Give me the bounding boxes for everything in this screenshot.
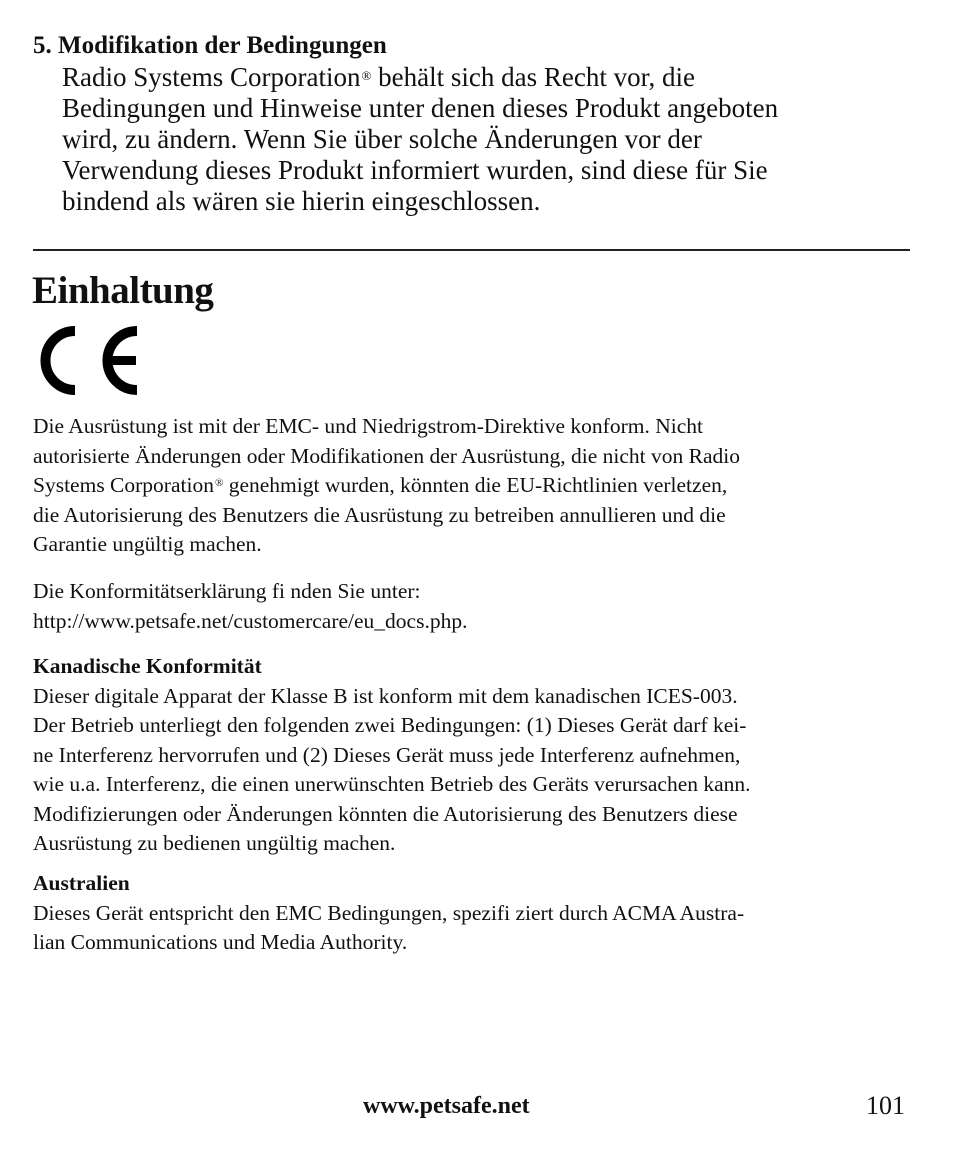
page-number: 101 [866, 1091, 905, 1120]
body-line: ne Interferenz hervorrufen und (2) Dieses Gerät muss jede Interferenz aufnehmen, [33, 742, 741, 767]
conformity-url: http://www.petsafe.net/customercare/eu_docs.php. [33, 608, 468, 633]
australia-section [33, 869, 923, 958]
body-line: Dieses Gerät entspricht den EMC Bedingungen, spezifi ziert durch ACMA Austra- [33, 900, 745, 925]
body-line: Die Ausrüstung ist mit der EMC- und Niedrigstrom-Direktive konform. Nicht [33, 414, 703, 438]
body-line [62, 62, 932, 93]
body-line: Ausrüstung zu bedienen ungültig machen. [33, 831, 396, 855]
body-line: Die Konformitätserklärung fi nden Sie unter: [33, 579, 421, 603]
body-line [33, 471, 923, 501]
body-line: Verwendung dieses Produkt informiert wurden, sind diese für Sie [62, 155, 768, 185]
body-line: bindend als wären sie hierin eingeschlossen. [62, 186, 541, 216]
registered-mark: ® [361, 68, 372, 83]
conformity-paragraph [33, 577, 923, 636]
body-line: Dieser digitale Apparat der Klasse B ist konform mit dem kanadischen ICES-003. [33, 683, 738, 708]
section-heading-modifikation: 5. Modifikation der Bedingungen [33, 32, 387, 59]
company-name: Radio Systems Corporation [62, 62, 361, 92]
australia-heading: Australien [33, 871, 130, 895]
body-line: Der Betrieb unterliegt den folgenden zwei Bedingungen: (1) Dieses Gerät darf kei- [33, 713, 747, 737]
body-line: Garantie ungültig machen. [33, 532, 262, 556]
section-divider [33, 249, 910, 251]
registered-mark: ® [214, 477, 224, 489]
body-text: behält sich das Recht vor, die [371, 62, 695, 92]
emc-paragraph [33, 412, 923, 560]
company-name: Systems Corporation [33, 473, 214, 497]
body-line: wie u.a. Interferenz, die einen unerwünschten Betrieb des Geräts verursachen kann. [33, 772, 751, 796]
body-line: Bedingungen und Hinweise unter denen dieses Produkt angeboten [62, 93, 779, 123]
footer-url: www.petsafe.net [363, 1093, 530, 1119]
ce-mark-icon [33, 323, 145, 399]
page-title: Einhaltung [32, 269, 214, 312]
body-line: autorisierte Änderungen oder Modifikationen der Ausrüstung, die nicht von Radio [33, 443, 740, 468]
canada-heading: Kanadische Konformität [33, 654, 262, 678]
body-text: genehmigt wurden, könnten die EU-Richtlinien verletzen, [223, 473, 728, 497]
body-line: wird, zu ändern. Wenn Sie über solche Änderungen vor der [62, 124, 702, 154]
section-body-modifikation [62, 62, 932, 217]
body-line: Modifizierungen oder Änderungen könnten die Autorisierung des Benutzers diese [33, 801, 738, 826]
body-line: die Autorisierung des Benutzers die Ausrüstung zu betreiben annullieren und die [33, 502, 726, 527]
canada-section [33, 652, 923, 859]
body-line: lian Communications und Media Authority. [33, 930, 408, 954]
